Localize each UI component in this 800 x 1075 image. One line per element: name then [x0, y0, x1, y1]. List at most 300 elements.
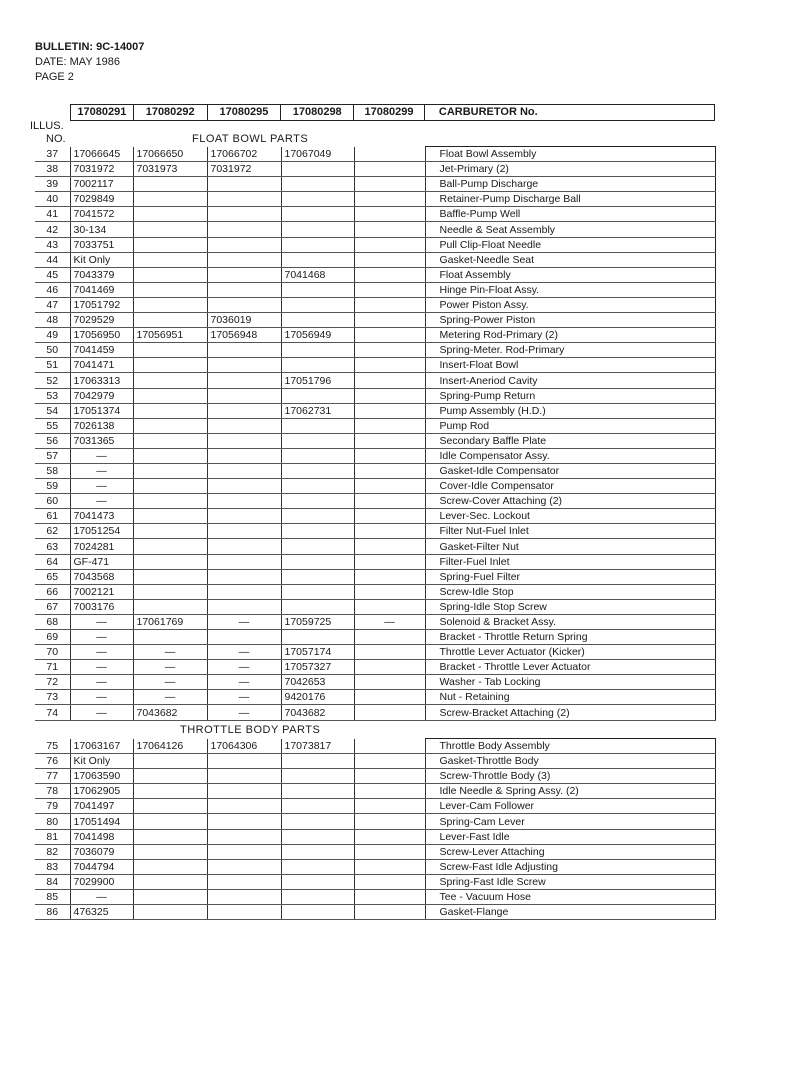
- part-number-17080295: —: [207, 675, 281, 690]
- part-description: Pump Rod: [425, 418, 715, 433]
- illus-number: 56: [35, 433, 70, 448]
- part-number-17080299: [354, 739, 425, 754]
- part-number-17080295: [207, 769, 281, 784]
- part-number-17080291: —: [70, 630, 133, 645]
- table-row: [35, 207, 715, 222]
- part-number-17080291: —: [70, 690, 133, 705]
- part-number-17080299: [354, 494, 425, 509]
- part-description: Retainer-Pump Discharge Ball: [425, 192, 715, 207]
- part-number-17080291: 17063313: [70, 373, 133, 388]
- part-number-17080292: [133, 207, 207, 222]
- part-number-17080299: [354, 814, 425, 829]
- illus-number: 80: [35, 814, 70, 829]
- illus-number: 45: [35, 267, 70, 282]
- carb-col-1: 17080291: [71, 105, 134, 120]
- part-number-17080299: [354, 829, 425, 844]
- part-number-17080298: [281, 799, 354, 814]
- part-number-17080298: [281, 463, 354, 478]
- part-number-17080298: 17057327: [281, 660, 354, 675]
- part-number-17080299: —: [354, 614, 425, 629]
- part-number-17080295: —: [207, 660, 281, 675]
- part-number-17080291: 30-134: [70, 222, 133, 237]
- part-number-17080299: [354, 784, 425, 799]
- table-row: [35, 905, 715, 920]
- part-number-17080298: [281, 388, 354, 403]
- illus-number: 74: [35, 705, 70, 720]
- part-number-17080299: [354, 192, 425, 207]
- bulletin-date: DATE: MAY 1986: [35, 56, 120, 68]
- table-row: [35, 494, 715, 509]
- part-number-17080291: 7041473: [70, 509, 133, 524]
- table-row: [35, 373, 715, 388]
- part-number-17080292: [133, 754, 207, 769]
- part-number-17080291: 17051792: [70, 297, 133, 312]
- part-number-17080291: 7043568: [70, 569, 133, 584]
- part-number-17080299: [354, 660, 425, 675]
- illus-number: 54: [35, 403, 70, 418]
- part-number-17080292: [133, 539, 207, 554]
- part-number-17080291: 7003176: [70, 599, 133, 614]
- part-number-17080299: [354, 769, 425, 784]
- part-number-17080295: [207, 373, 281, 388]
- part-description: Bracket - Throttle Return Spring: [425, 630, 715, 645]
- part-number-17080295: [207, 799, 281, 814]
- part-number-17080292: [133, 313, 207, 328]
- part-description: Power Piston Assy.: [425, 297, 715, 312]
- part-number-17080299: [354, 844, 425, 859]
- page-number: PAGE 2: [35, 71, 74, 83]
- part-number-17080291: 7044794: [70, 859, 133, 874]
- part-number-17080299: [354, 358, 425, 373]
- part-number-17080295: [207, 844, 281, 859]
- part-description: Screw-Fast Idle Adjusting: [425, 859, 715, 874]
- illus-number: 46: [35, 282, 70, 297]
- part-number-17080298: [281, 829, 354, 844]
- part-number-17080292: [133, 222, 207, 237]
- table-row: [35, 177, 715, 192]
- part-description: Spring-Pump Return: [425, 388, 715, 403]
- part-number-17080291: 17051374: [70, 403, 133, 418]
- part-number-17080292: [133, 874, 207, 889]
- part-number-17080291: Kit Only: [70, 754, 133, 769]
- part-number-17080295: [207, 358, 281, 373]
- part-description: Throttle Lever Actuator (Kicker): [425, 645, 715, 660]
- illus-number: 51: [35, 358, 70, 373]
- table-row: [35, 192, 715, 207]
- illus-number: 76: [35, 754, 70, 769]
- part-number-17080298: [281, 479, 354, 494]
- part-number-17080299: [354, 403, 425, 418]
- part-number-17080299: [354, 433, 425, 448]
- part-number-17080298: 17056949: [281, 328, 354, 343]
- part-number-17080298: [281, 222, 354, 237]
- table-row: [35, 388, 715, 403]
- illus-number: 61: [35, 509, 70, 524]
- illus-number: 60: [35, 494, 70, 509]
- bulletin-number: BULLETIN: 9C-14007: [35, 41, 145, 53]
- part-number-17080292: [133, 859, 207, 874]
- part-number-17080292: [133, 554, 207, 569]
- table-row: [35, 162, 715, 177]
- part-number-17080295: [207, 509, 281, 524]
- part-number-17080291: 7031365: [70, 433, 133, 448]
- part-number-17080292: [133, 433, 207, 448]
- part-number-17080298: [281, 889, 354, 904]
- table-row: [35, 645, 715, 660]
- illus-number: 68: [35, 614, 70, 629]
- part-number-17080298: [281, 630, 354, 645]
- part-description: Pump Assembly (H.D.): [425, 403, 715, 418]
- part-number-17080291: 7029849: [70, 192, 133, 207]
- part-number-17080295: [207, 448, 281, 463]
- part-number-17080298: 17059725: [281, 614, 354, 629]
- part-description: Screw-Bracket Attaching (2): [425, 705, 715, 720]
- part-number-17080291: 7033751: [70, 237, 133, 252]
- part-number-17080298: [281, 584, 354, 599]
- table-row: [35, 660, 715, 675]
- illus-number: 63: [35, 539, 70, 554]
- part-number-17080298: 7043682: [281, 705, 354, 720]
- part-number-17080295: [207, 814, 281, 829]
- part-number-17080292: [133, 569, 207, 584]
- part-number-17080295: [207, 630, 281, 645]
- table-row: [35, 739, 715, 754]
- table-row: [35, 754, 715, 769]
- part-number-17080292: [133, 343, 207, 358]
- illus-number: 67: [35, 599, 70, 614]
- part-number-17080292: [133, 630, 207, 645]
- part-number-17080298: [281, 252, 354, 267]
- part-number-17080292: [133, 297, 207, 312]
- part-number-17080295: [207, 297, 281, 312]
- part-number-17080292: [133, 282, 207, 297]
- illus-number: 48: [35, 313, 70, 328]
- part-number-17080291: 7036079: [70, 844, 133, 859]
- part-number-17080298: [281, 343, 354, 358]
- part-number-17080291: 17051494: [70, 814, 133, 829]
- part-number-17080295: —: [207, 705, 281, 720]
- part-number-17080291: 7042979: [70, 388, 133, 403]
- part-number-17080299: [354, 313, 425, 328]
- part-number-17080292: [133, 905, 207, 920]
- part-description: Lever-Fast Idle: [425, 829, 715, 844]
- part-number-17080292: [133, 358, 207, 373]
- table-row: [35, 859, 715, 874]
- table-row: [35, 297, 715, 312]
- table-row: [35, 524, 715, 539]
- part-number-17080291: 7043379: [70, 267, 133, 282]
- table-row: [35, 874, 715, 889]
- part-number-17080299: [354, 509, 425, 524]
- illus-number: 58: [35, 463, 70, 478]
- section-title-float-bowl: FLOAT BOWL PARTS: [192, 133, 309, 145]
- part-number-17080295: —: [207, 690, 281, 705]
- carb-col-3: 17080295: [208, 105, 282, 120]
- part-number-17080291: 7041498: [70, 829, 133, 844]
- part-number-17080292: [133, 373, 207, 388]
- part-description: Ball-Pump Discharge: [425, 177, 715, 192]
- part-number-17080291: —: [70, 448, 133, 463]
- part-number-17080292: [133, 889, 207, 904]
- part-number-17080299: [354, 539, 425, 554]
- part-number-17080295: [207, 859, 281, 874]
- part-number-17080291: 17056950: [70, 328, 133, 343]
- part-number-17080299: [354, 905, 425, 920]
- part-number-17080299: [354, 147, 425, 162]
- part-number-17080298: [281, 844, 354, 859]
- part-description: Insert-Aneriod Cavity: [425, 373, 715, 388]
- illus-number: 39: [35, 177, 70, 192]
- illus-number: 62: [35, 524, 70, 539]
- part-description: Spring-Fast Idle Screw: [425, 874, 715, 889]
- table-row: [35, 433, 715, 448]
- part-number-17080291: GF-471: [70, 554, 133, 569]
- part-description: Screw-Idle Stop: [425, 584, 715, 599]
- part-number-17080299: [354, 599, 425, 614]
- part-number-17080291: 7029900: [70, 874, 133, 889]
- part-number-17080292: [133, 448, 207, 463]
- part-number-17080295: [207, 237, 281, 252]
- part-number-17080291: —: [70, 463, 133, 478]
- part-number-17080299: [354, 297, 425, 312]
- table-row: [35, 599, 715, 614]
- part-number-17080295: [207, 754, 281, 769]
- part-number-17080299: [354, 675, 425, 690]
- part-number-17080292: [133, 237, 207, 252]
- table-row: [35, 313, 715, 328]
- illus-number: 50: [35, 343, 70, 358]
- part-number-17080298: [281, 769, 354, 784]
- part-number-17080298: [281, 433, 354, 448]
- part-number-17080292: [133, 192, 207, 207]
- part-number-17080291: 17062905: [70, 784, 133, 799]
- table-row: [35, 675, 715, 690]
- part-number-17080291: 7041471: [70, 358, 133, 373]
- part-number-17080298: [281, 554, 354, 569]
- illus-number: 73: [35, 690, 70, 705]
- part-number-17080295: 7036019: [207, 313, 281, 328]
- illus-number: 81: [35, 829, 70, 844]
- part-number-17080299: [354, 705, 425, 720]
- part-number-17080295: [207, 388, 281, 403]
- throttle-body-parts-table: [35, 738, 716, 920]
- illus-number: 40: [35, 192, 70, 207]
- part-description: Screw-Throttle Body (3): [425, 769, 715, 784]
- illus-number: 85: [35, 889, 70, 904]
- part-number-17080298: [281, 539, 354, 554]
- part-number-17080295: [207, 539, 281, 554]
- part-description: Secondary Baffle Plate: [425, 433, 715, 448]
- part-number-17080292: [133, 463, 207, 478]
- part-number-17080291: 17051254: [70, 524, 133, 539]
- part-number-17080298: [281, 754, 354, 769]
- part-number-17080298: [281, 418, 354, 433]
- part-number-17080299: [354, 859, 425, 874]
- part-number-17080299: [354, 343, 425, 358]
- part-number-17080292: [133, 403, 207, 418]
- part-number-17080295: [207, 222, 281, 237]
- part-number-17080299: [354, 207, 425, 222]
- part-description: Gasket-Filter Nut: [425, 539, 715, 554]
- part-description: Jet-Primary (2): [425, 162, 715, 177]
- illus-number: 69: [35, 630, 70, 645]
- part-description: Spring-Cam Lever: [425, 814, 715, 829]
- part-description: Baffle-Pump Well: [425, 207, 715, 222]
- part-number-17080291: 17063590: [70, 769, 133, 784]
- part-number-17080292: [133, 479, 207, 494]
- part-number-17080295: [207, 905, 281, 920]
- part-number-17080292: [133, 769, 207, 784]
- part-number-17080291: 476325: [70, 905, 133, 920]
- carb-col-4: 17080298: [281, 105, 354, 120]
- illus-number: 71: [35, 660, 70, 675]
- illus-number: 47: [35, 297, 70, 312]
- part-number-17080295: [207, 554, 281, 569]
- part-number-17080295: [207, 784, 281, 799]
- part-number-17080298: 17057174: [281, 645, 354, 660]
- table-row: [35, 282, 715, 297]
- part-number-17080292: [133, 784, 207, 799]
- illus-number: 43: [35, 237, 70, 252]
- part-number-17080291: 7031972: [70, 162, 133, 177]
- part-number-17080292: —: [133, 645, 207, 660]
- part-number-17080298: [281, 313, 354, 328]
- part-number-17080292: 7031973: [133, 162, 207, 177]
- table-row: [35, 784, 715, 799]
- part-description: Float Bowl Assembly: [425, 147, 715, 162]
- part-number-17080299: [354, 554, 425, 569]
- part-number-17080299: [354, 690, 425, 705]
- part-description: Float Assembly: [425, 267, 715, 282]
- part-number-17080292: 17061769: [133, 614, 207, 629]
- part-description: Spring-Power Piston: [425, 313, 715, 328]
- part-number-17080299: [354, 162, 425, 177]
- part-number-17080292: [133, 799, 207, 814]
- table-row: [35, 479, 715, 494]
- table-row: [35, 584, 715, 599]
- illus-number: 70: [35, 645, 70, 660]
- table-row: [35, 252, 715, 267]
- table-row: [35, 343, 715, 358]
- table-row: [35, 509, 715, 524]
- part-number-17080298: 9420176: [281, 690, 354, 705]
- part-number-17080298: [281, 358, 354, 373]
- part-number-17080291: 17063167: [70, 739, 133, 754]
- part-number-17080295: —: [207, 645, 281, 660]
- carburetor-no-label: CARBURETOR No.: [438, 106, 538, 118]
- part-number-17080298: [281, 297, 354, 312]
- part-number-17080299: [354, 418, 425, 433]
- part-number-17080295: [207, 343, 281, 358]
- part-number-17080295: [207, 207, 281, 222]
- part-number-17080298: 17062731: [281, 403, 354, 418]
- part-description: Washer - Tab Locking: [425, 675, 715, 690]
- part-number-17080298: [281, 814, 354, 829]
- illus-number: 65: [35, 569, 70, 584]
- illus-number: 42: [35, 222, 70, 237]
- part-description: Screw-Cover Attaching (2): [425, 494, 715, 509]
- illus-number: 86: [35, 905, 70, 920]
- part-number-17080295: [207, 829, 281, 844]
- illus-number: 78: [35, 784, 70, 799]
- part-number-17080295: —: [207, 614, 281, 629]
- table-row: [35, 690, 715, 705]
- part-description: Tee - Vacuum Hose: [425, 889, 715, 904]
- part-number-17080298: 17051796: [281, 373, 354, 388]
- section-title-throttle-body: THROTTLE BODY PARTS: [180, 724, 321, 736]
- illus-number: 72: [35, 675, 70, 690]
- part-number-17080291: 7002117: [70, 177, 133, 192]
- table-row: [35, 705, 715, 720]
- part-number-17080299: [354, 584, 425, 599]
- part-description: Idle Compensator Assy.: [425, 448, 715, 463]
- part-number-17080291: 7041497: [70, 799, 133, 814]
- part-number-17080291: 7041572: [70, 207, 133, 222]
- part-description: Bracket - Throttle Lever Actuator: [425, 660, 715, 675]
- part-number-17080291: 7041469: [70, 282, 133, 297]
- table-row: [35, 328, 715, 343]
- illus-number: 41: [35, 207, 70, 222]
- part-number-17080292: [133, 509, 207, 524]
- part-description: Nut - Retaining: [425, 690, 715, 705]
- table-row: [35, 554, 715, 569]
- part-number-17080291: 7002121: [70, 584, 133, 599]
- part-number-17080298: 7042653: [281, 675, 354, 690]
- part-description: Spring-Fuel Filter: [425, 569, 715, 584]
- part-number-17080299: [354, 448, 425, 463]
- table-row: [35, 769, 715, 784]
- part-number-17080291: —: [70, 645, 133, 660]
- part-number-17080298: [281, 207, 354, 222]
- table-row: [35, 844, 715, 859]
- part-number-17080295: 17066702: [207, 147, 281, 162]
- part-number-17080295: [207, 433, 281, 448]
- illus-number: 49: [35, 328, 70, 343]
- part-number-17080291: —: [70, 675, 133, 690]
- part-description: Filter Nut-Fuel Inlet: [425, 524, 715, 539]
- part-description: Solenoid & Bracket Assy.: [425, 614, 715, 629]
- part-number-17080298: [281, 282, 354, 297]
- part-number-17080295: [207, 889, 281, 904]
- part-number-17080298: [281, 524, 354, 539]
- illus-number: 55: [35, 418, 70, 433]
- table-row: [35, 147, 715, 162]
- part-description: Spring-Idle Stop Screw: [425, 599, 715, 614]
- part-number-17080291: —: [70, 889, 133, 904]
- part-number-17080291: 7026138: [70, 418, 133, 433]
- part-number-17080295: [207, 267, 281, 282]
- part-number-17080292: [133, 829, 207, 844]
- illus-number: 52: [35, 373, 70, 388]
- part-number-17080298: [281, 874, 354, 889]
- table-row: [35, 814, 715, 829]
- part-number-17080295: 17064306: [207, 739, 281, 754]
- part-number-17080292: [133, 177, 207, 192]
- part-number-17080299: [354, 799, 425, 814]
- part-number-17080299: [354, 328, 425, 343]
- part-number-17080295: [207, 177, 281, 192]
- table-row: [35, 403, 715, 418]
- part-number-17080291: 7024281: [70, 539, 133, 554]
- part-number-17080299: [354, 222, 425, 237]
- part-number-17080292: [133, 388, 207, 403]
- part-description: Screw-Lever Attaching: [425, 844, 715, 859]
- carb-col-2: 17080292: [134, 105, 208, 120]
- illus-number: 83: [35, 859, 70, 874]
- part-number-17080298: [281, 905, 354, 920]
- part-description: Gasket-Throttle Body: [425, 754, 715, 769]
- part-number-17080295: [207, 403, 281, 418]
